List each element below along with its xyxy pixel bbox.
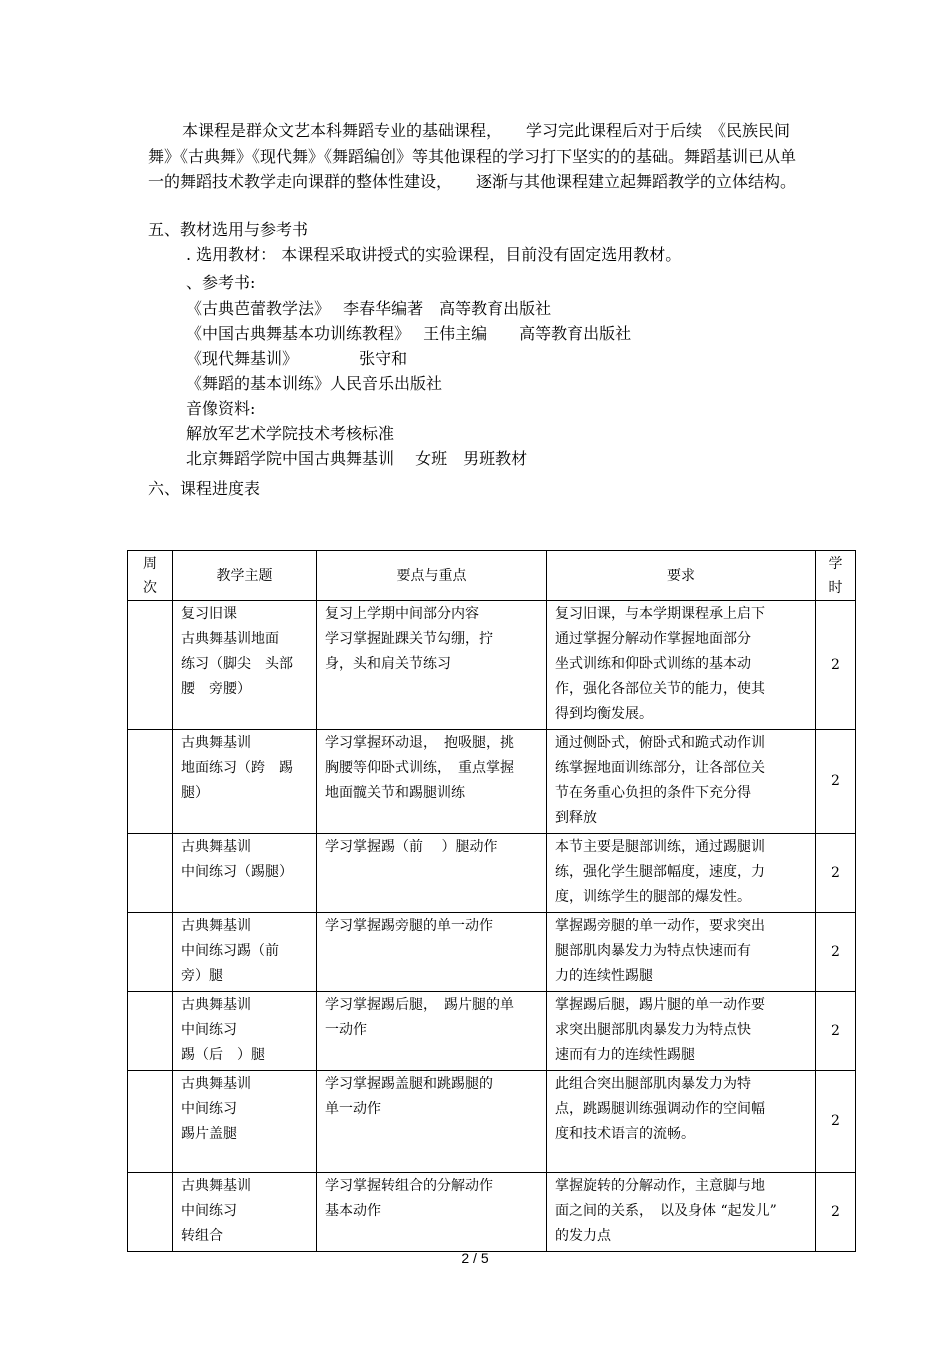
cell-hours: 2	[816, 1173, 856, 1252]
cell-topic: 复习旧课 古典舞基训地面 练习（脚尖 头部 腰 旁腰）	[173, 601, 317, 730]
section6-heading: 六、课程进度表	[148, 479, 261, 498]
cell-week	[128, 1071, 173, 1173]
textbook-line: . 选用教材： 本课程采取讲授式的实验课程，目前没有固定选用教材。	[186, 245, 682, 264]
cell-requirements: 掌握踢旁腿的单一动作，要求突出 腿部肌肉暴发力为特点快速而有 力的连续性踢腿	[547, 913, 816, 992]
cell-week	[128, 730, 173, 834]
cell-topic: 古典舞基训 中间练习 踢片盖腿	[173, 1071, 317, 1173]
cell-requirements: 掌握旋转的分解动作，主意脚与地 面之间的关系， 以及身体 “起发儿” 的发力点	[547, 1173, 816, 1252]
header-week: 周 次	[128, 551, 173, 601]
cell-hours: 2	[816, 730, 856, 834]
cell-week	[128, 834, 173, 913]
section5-heading: 五、教材选用与参考书	[148, 220, 309, 239]
cell-requirements: 此组合突出腿部肌肉暴发力为特 点，跳踢腿训练强调动作的空间幅 度和技术语言的流畅。	[547, 1071, 816, 1173]
cell-week	[128, 601, 173, 730]
table-header-row	[128, 551, 856, 601]
header-hours: 学 时	[816, 551, 856, 601]
reference-item: 《现代舞基训》 张守和	[186, 349, 408, 368]
table-row	[128, 834, 856, 913]
intro-paragraph	[148, 118, 808, 195]
cell-key-points: 学习掌握转组合的分解动作 基本动作	[317, 1173, 547, 1252]
reference-heading: 、参考书:	[186, 273, 256, 292]
table-row	[128, 992, 856, 1071]
table-row	[128, 913, 856, 992]
header-key-points: 要点与重点	[317, 551, 547, 601]
cell-key-points: 学习掌握踢盖腿和跳踢腿的 单一动作	[317, 1071, 547, 1173]
cell-hours: 2	[816, 601, 856, 730]
cell-topic: 古典舞基训 中间练习 转组合	[173, 1173, 317, 1252]
cell-topic: 古典舞基训 中间练习（踢腿）	[173, 834, 317, 913]
cell-requirements: 掌握踢后腿，踢片腿的单一动作要 求突出腿部肌肉暴发力为特点快 速而有力的连续性踢腿	[547, 992, 816, 1071]
av-heading: 音像资料:	[186, 399, 256, 418]
cell-week	[128, 1173, 173, 1252]
cell-topic: 古典舞基训 地面练习（跨 踢 腿）	[173, 730, 317, 834]
reference-item: 《中国古典舞基本功训练教程》 王伟主编 高等教育出版社	[186, 324, 632, 343]
av-item: 北京舞蹈学院中国古典舞基训 女班 男班教材	[186, 449, 528, 468]
cell-key-points: 学习掌握踢后腿， 踢片腿的单 一动作	[317, 992, 547, 1071]
cell-requirements: 本节主要是腿部训练，通过踢腿训 练，强化学生腿部幅度，速度，力 度，训练学生的腿部的爆发性。	[547, 834, 816, 913]
cell-week	[128, 992, 173, 1071]
intro-text: 本课程是群众文艺本科舞蹈专业的基础课程， 学习完此课程后对于后续 《民族民间舞》《古典舞》《现代舞》《舞蹈编创》等其他课程的学习打下坚实的的基础。舞蹈基训已从单一的舞蹈技术教学走向课群的整体性建设， 逐渐与其他课程建立起舞蹈教学的立体结构。	[148, 121, 797, 191]
cell-topic: 古典舞基训 中间练习 踢（后 ）腿	[173, 992, 317, 1071]
av-item: 解放军艺术学院技术考核标准	[186, 424, 395, 443]
cell-requirements: 通过侧卧式，俯卧式和跪式动作训 练掌握地面训练部分，让各部位关 节在务重心负担的条件下充分得 到释放	[547, 730, 816, 834]
cell-week	[128, 913, 173, 992]
cell-hours: 2	[816, 834, 856, 913]
reference-item: 《舞蹈的基本训练》人民音乐出版社	[186, 374, 443, 393]
table-row	[128, 730, 856, 834]
cell-requirements: 复习旧课，与本学期课程承上启下 通过掌握分解动作掌握地面部分 坐式训练和仰卧式训练的基本动 作，强化各部位关节的能力，使其 得到均衡发展。	[547, 601, 816, 730]
reference-item: 《古典芭蕾教学法》 李春华编著 高等教育出版社	[186, 299, 552, 318]
cell-hours: 2	[816, 992, 856, 1071]
header-topic: 教学主题	[173, 551, 317, 601]
course-schedule-table	[127, 550, 856, 1252]
page-number: 2 / 5	[461, 1250, 489, 1266]
cell-key-points: 学习掌握环动退， 抱吸腿，挑 胸腰等仰卧式训练， 重点掌握 地面髋关节和踢腿训练	[317, 730, 547, 834]
cell-key-points: 学习掌握踢旁腿的单一动作	[317, 913, 547, 992]
table-row	[128, 1071, 856, 1173]
cell-key-points: 学习掌握踢（前 ）腿动作	[317, 834, 547, 913]
table-row	[128, 1173, 856, 1252]
cell-hours: 2	[816, 1071, 856, 1173]
cell-hours: 2	[816, 913, 856, 992]
cell-key-points: 复习上学期中间部分内容 学习掌握趾踝关节勾绷，拧 身，头和肩关节练习	[317, 601, 547, 730]
header-requirements: 要求	[547, 551, 816, 601]
table-row	[128, 601, 856, 730]
cell-topic: 古典舞基训 中间练习踢（前 旁）腿	[173, 913, 317, 992]
